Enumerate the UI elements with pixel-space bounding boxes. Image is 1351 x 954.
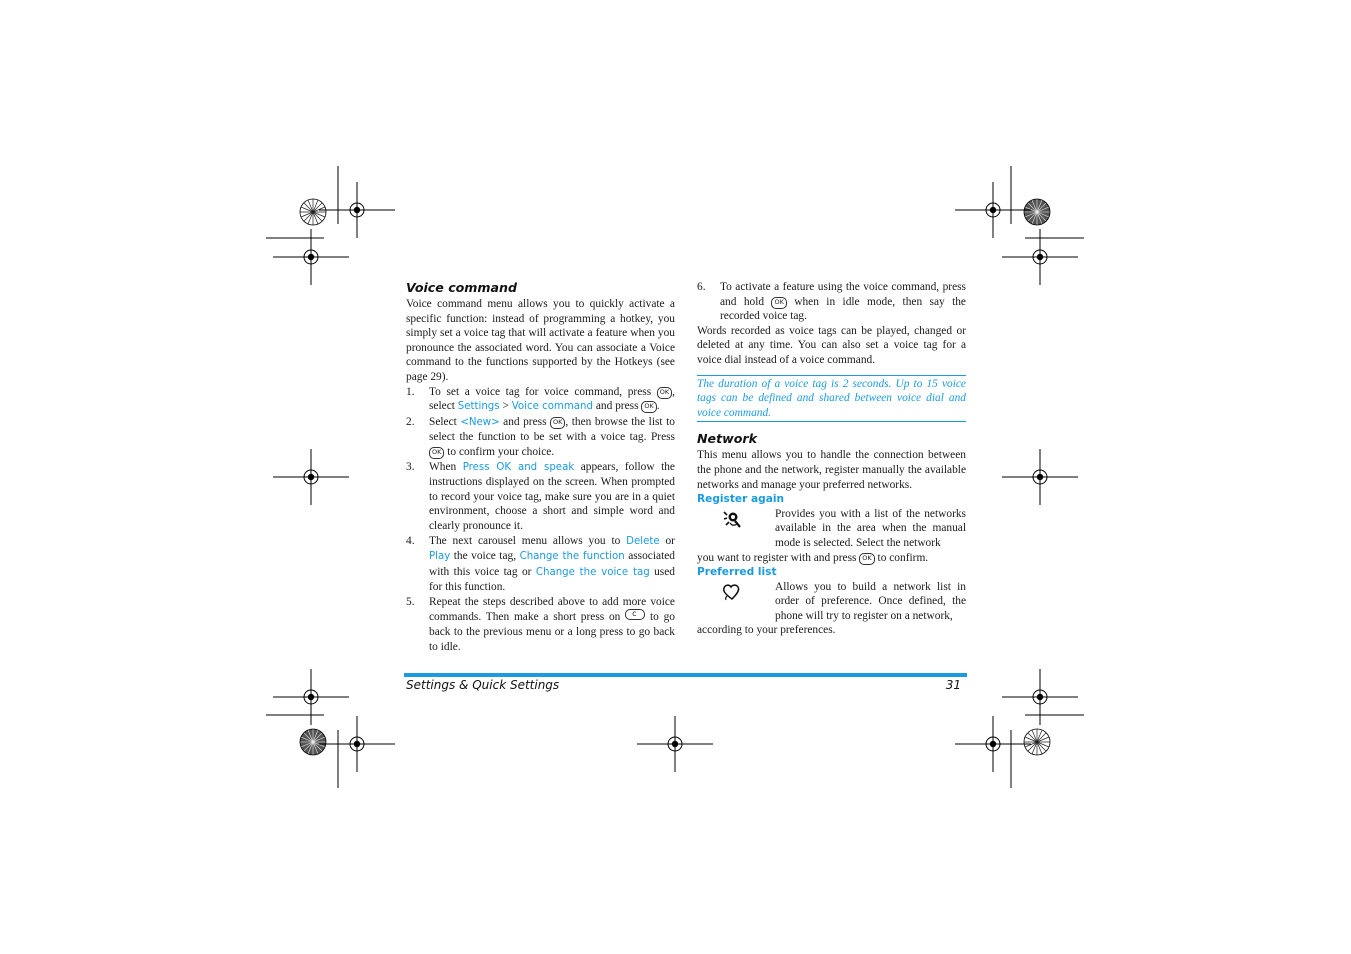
- menu-voice-command: Voice command: [511, 401, 593, 413]
- voice-command-intro: Voice command menu allows you to quickly activate a specific function: instead of programming a hotkey, you simply set a voice tag that will activate a feature when you pronounce the associated word. You can associate a Voice command to the functions supported by the Hotkeys (see page 29).: [406, 298, 675, 383]
- voice-command-heading: Voice command: [406, 280, 518, 295]
- left-column: [406, 280, 675, 654]
- ok-key-icon: OK: [429, 447, 444, 459]
- step-1: 1. To set a voice tag for voice command, press OK , select Settings > Voice command and press OK .: [406, 385, 675, 413]
- c-key-icon: [625, 609, 645, 620]
- voice-command-steps-cont: [697, 280, 966, 324]
- ok-key-icon: OK: [641, 401, 656, 413]
- step-5: 5. Repeat the steps described above to add more voice commands. Then make a short press on c to go back to the previous menu or a long press to go back to idle.: [406, 595, 675, 654]
- menu-play: Play: [429, 551, 451, 563]
- menu-settings: Settings: [457, 401, 500, 413]
- voice-tag-note: The duration of a voice tag is 2 seconds. Up to 15 voice tags can be defined and shared between voice dial and voice command.: [697, 375, 966, 423]
- network-intro: This menu allows you to handle the connection between the phone and the network, register manually the available networks and manage your preferred networks.: [697, 449, 966, 491]
- menu-change-function: Change the function: [519, 551, 625, 563]
- preferred-list-heading: Preferred list: [697, 566, 777, 579]
- step-4: 4. The next carousel menu allows you to Delete or Play the voice tag, Change the function associated with this voice tag or Change the voice tag used for this function.: [406, 534, 675, 594]
- page-number: 31: [945, 678, 961, 692]
- ok-key-icon: OK: [657, 387, 672, 399]
- step-6: 6. To activate a feature using the voice command, press and hold OK when in idle mode, then say the recorded voice tag.: [697, 281, 966, 323]
- menu-new: <New>: [460, 416, 500, 428]
- right-column: [697, 280, 966, 638]
- register-again-text: Provides you with a list of the networks available in the area when the manual mode is selected. Select the network: [775, 507, 966, 549]
- ok-key-icon: OK: [859, 553, 874, 565]
- step-2: 2. Select <New> and press OK , then browse the list to select the function to be set with a voice tag. Press OK to confirm your choice.: [406, 415, 675, 458]
- register-again-text-cont: you want to register with and press OK to confirm.: [697, 551, 929, 564]
- preferred-list-text: Allows you to build a network list in order of preference. Once defined, the phone will try to register on a network,: [775, 580, 966, 622]
- menu-delete: Delete: [626, 535, 660, 547]
- voice-command-steps: [406, 385, 675, 655]
- network-heading: Network: [697, 431, 757, 447]
- preferred-list-text-cont: according to your preferences.: [697, 624, 836, 637]
- ok-key-icon: OK: [771, 297, 786, 309]
- footer-rule: [404, 673, 967, 677]
- heart-icon: [721, 582, 743, 602]
- network-search-icon: [721, 509, 743, 529]
- register-again-heading: Register again: [697, 493, 785, 506]
- register-again-block: [697, 507, 966, 551]
- footer-section-title: Settings & Quick Settings: [406, 678, 560, 692]
- menu-change-voice-tag: Change the voice tag: [535, 566, 650, 578]
- step-3: 3. When Press OK and speak appears, follow the instructions displayed on the screen. When prompted to record your voice tag, make sure you are in a quiet environment, choose a short and simple word and clearly pronounce it.: [406, 460, 675, 532]
- voice-tags-paragraph: Words recorded as voice tags can be played, changed or deleted at any time. You can also set a voice tag for a voice dial instead of a voice command.: [697, 324, 966, 366]
- screen-press-ok-and-speak: Press OK and speak: [462, 461, 575, 473]
- ok-key-icon: OK: [550, 417, 565, 429]
- preferred-list-block: [697, 580, 966, 624]
